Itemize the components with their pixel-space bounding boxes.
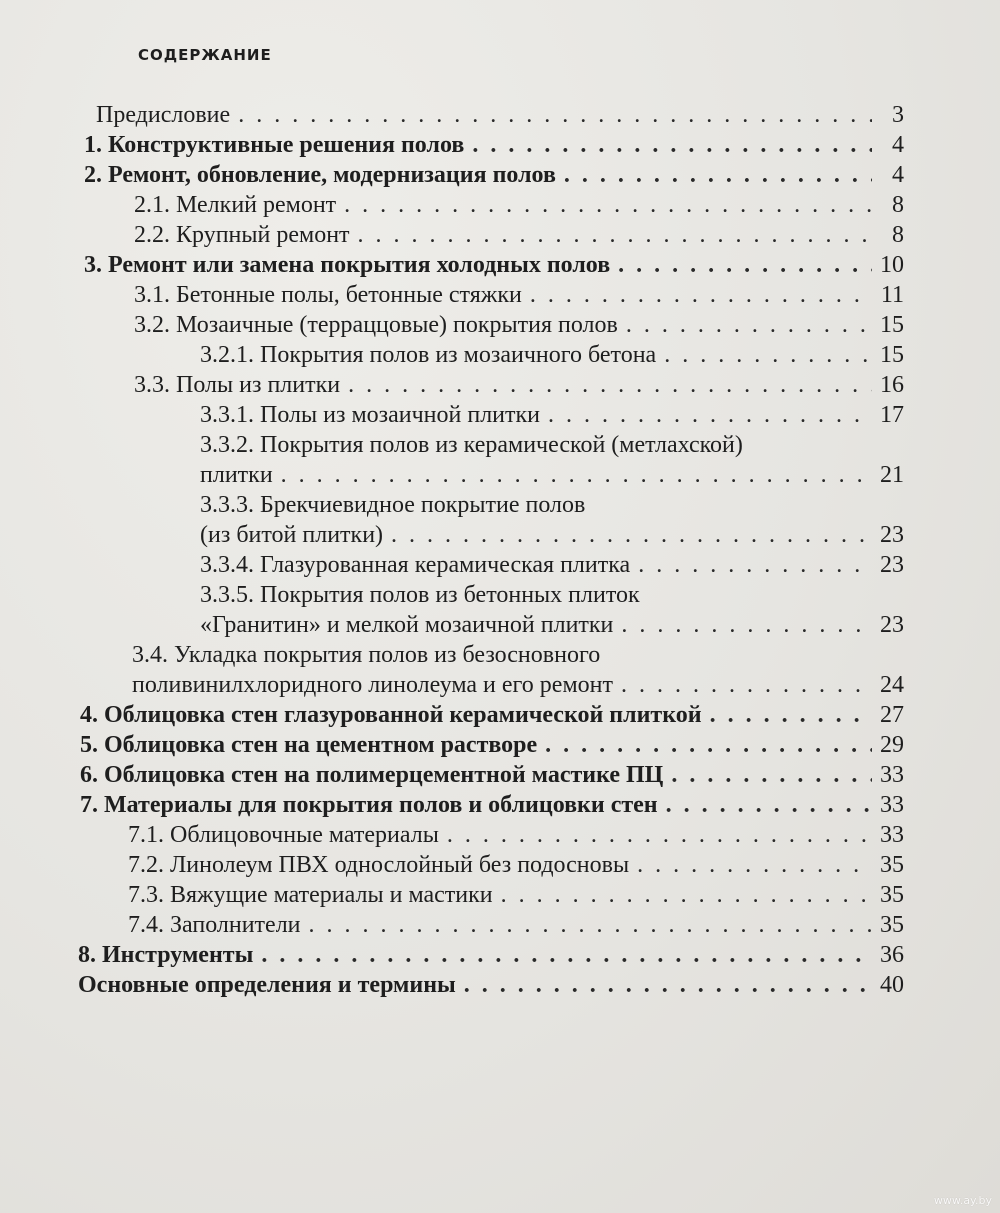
toc-entry-page-number: 4 <box>892 162 904 188</box>
toc-entry-page-number: 29 <box>880 732 904 758</box>
toc-entry <box>0 940 1000 970</box>
toc-entry-title: 2. Ремонт, обновление, модернизация полов <box>84 162 556 188</box>
toc-entry-page-number: 16 <box>880 372 904 398</box>
toc-entry-title: 1. Конструктивные решения полов <box>84 132 465 158</box>
toc-entry-page-number: 33 <box>880 792 904 818</box>
page-title: СОДЕРЖАНИЕ <box>138 46 272 64</box>
toc-entry-page-number: 17 <box>880 402 904 428</box>
toc-entry <box>0 160 1000 190</box>
toc-entry <box>0 850 1000 880</box>
toc-entry <box>0 280 1000 310</box>
watermark: www.ay.by <box>933 1194 992 1207</box>
toc-entry-title: 3.2.1. Покрытия полов из мозаичного бетона <box>200 342 657 368</box>
toc-entry-title: 3. Ремонт или замена покрытия холодных полов <box>84 252 611 278</box>
dot-leader <box>710 700 872 730</box>
dot-leader <box>530 280 872 310</box>
toc-entry-page-number: 35 <box>880 912 904 938</box>
dot-leader <box>621 610 872 640</box>
toc-entry <box>0 580 1000 640</box>
dot-leader <box>464 970 872 1000</box>
toc-entry <box>0 700 1000 730</box>
toc-entry-page-number: 15 <box>880 312 904 338</box>
toc-entry <box>0 310 1000 340</box>
toc-entry <box>0 130 1000 160</box>
toc-entry <box>0 550 1000 580</box>
dot-leader <box>501 880 872 910</box>
toc-entry-page-number: 33 <box>880 762 904 788</box>
toc-entry-title: Основные определения и термины <box>78 972 456 998</box>
dot-leader <box>447 820 872 850</box>
toc-entry <box>0 370 1000 400</box>
toc-entry <box>0 970 1000 1000</box>
dot-leader <box>238 100 872 130</box>
toc-entry-title: (из битой плитки) <box>200 522 384 548</box>
dot-leader <box>358 220 872 250</box>
table-of-contents <box>0 100 1000 1000</box>
toc-entry <box>0 910 1000 940</box>
dot-leader <box>548 400 872 430</box>
toc-entry-title: 3.3.4. Глазурованная керамическая плитка <box>200 552 631 578</box>
dot-leader <box>261 940 872 970</box>
toc-entry <box>0 820 1000 850</box>
toc-entry <box>0 400 1000 430</box>
toc-entry-title: 5. Облицовка стен на цементном растворе <box>80 732 538 758</box>
toc-entry-title-line1: 3.4. Укладка покрытия полов из безосновного <box>132 642 601 668</box>
toc-entry-title: 7.1. Облицовочные материалы <box>128 822 439 848</box>
toc-entry-title: 2.1. Мелкий ремонт <box>134 192 337 218</box>
toc-entry-title: плитки <box>200 462 273 488</box>
toc-entry-title-line1: 3.3.3. Брекчиевидное покрытие полов <box>200 492 586 518</box>
toc-entry-title: 7.2. Линолеум ПВХ однослойный без подосновы <box>128 852 630 878</box>
toc-entry-page-number: 24 <box>880 672 904 698</box>
toc-entry <box>0 340 1000 370</box>
dot-leader <box>344 190 872 220</box>
dot-leader <box>618 250 872 280</box>
toc-entry <box>0 250 1000 280</box>
toc-entry-title: Предисловие <box>96 102 231 128</box>
toc-entry <box>0 490 1000 550</box>
toc-entry-title-line1: 3.3.5. Покрытия полов из бетонных плиток <box>200 582 640 608</box>
toc-entry-page-number: 8 <box>892 222 904 248</box>
toc-entry-page-number: 15 <box>880 342 904 368</box>
toc-entry-page-number: 11 <box>880 282 904 308</box>
toc-entry-title: 3.1. Бетонные полы, бетонные стяжки <box>134 282 522 308</box>
dot-leader <box>309 910 872 940</box>
toc-entry-title: «Гранитин» и мелкой мозаичной плитки <box>200 612 614 638</box>
toc-entry-page-number: 23 <box>880 552 904 578</box>
toc-entry-title: 3.3.1. Полы из мозаичной плитки <box>200 402 541 428</box>
toc-entry-page-number: 36 <box>880 942 904 968</box>
toc-entry-title: 7. Материалы для покрытия полов и облицовки стен <box>80 792 658 818</box>
toc-entry-page-number: 3 <box>892 102 904 128</box>
toc-entry <box>0 100 1000 130</box>
toc-entry-page-number: 8 <box>892 192 904 218</box>
toc-entry-title: 4. Облицовка стен глазурованной керамической плиткой <box>80 702 702 728</box>
dot-leader <box>391 520 872 550</box>
toc-entry <box>0 220 1000 250</box>
dot-leader <box>626 310 872 340</box>
dot-leader <box>545 730 872 760</box>
toc-entry <box>0 760 1000 790</box>
dot-leader <box>281 460 872 490</box>
toc-entry-title: 8. Инструменты <box>78 942 254 968</box>
toc-entry-page-number: 23 <box>880 612 904 638</box>
toc-entry-title: 3.2. Мозаичные (терраццовые) покрытия полов <box>134 312 618 338</box>
toc-entry <box>0 880 1000 910</box>
toc-entry-page-number: 27 <box>880 702 904 728</box>
toc-entry-title: поливинилхлоридного линолеума и его ремонт <box>132 672 613 698</box>
dot-leader <box>564 160 872 190</box>
toc-entry-page-number: 35 <box>880 882 904 908</box>
dot-leader <box>637 850 872 880</box>
dot-leader <box>472 130 872 160</box>
toc-entry-title: 3.3. Полы из плитки <box>134 372 341 398</box>
toc-entry-page-number: 33 <box>880 822 904 848</box>
toc-entry-title: 2.2. Крупный ремонт <box>134 222 350 248</box>
toc-entry-title: 6. Облицовка стен на полимерцементной мастике ПЦ <box>80 762 664 788</box>
toc-entry-title: 7.3. Вяжущие материалы и мастики <box>128 882 493 908</box>
dot-leader <box>671 760 872 790</box>
toc-entry <box>0 640 1000 700</box>
toc-entry-page-number: 40 <box>880 972 904 998</box>
dot-leader <box>621 670 872 700</box>
toc-entry-title: 7.4. Заполнители <box>128 912 301 938</box>
dot-leader <box>664 340 872 370</box>
dot-leader <box>666 790 872 820</box>
toc-entry <box>0 190 1000 220</box>
toc-entry-page-number: 21 <box>880 462 904 488</box>
toc-entry <box>0 790 1000 820</box>
toc-entry-page-number: 35 <box>880 852 904 878</box>
toc-entry <box>0 430 1000 490</box>
toc-entry-page-number: 10 <box>880 252 904 278</box>
toc-entry-page-number: 4 <box>892 132 904 158</box>
dot-leader <box>638 550 872 580</box>
dot-leader <box>348 370 872 400</box>
toc-entry <box>0 730 1000 760</box>
toc-entry-title-line1: 3.3.2. Покрытия полов из керамической (метлахской) <box>200 432 743 458</box>
toc-entry-page-number: 23 <box>880 522 904 548</box>
